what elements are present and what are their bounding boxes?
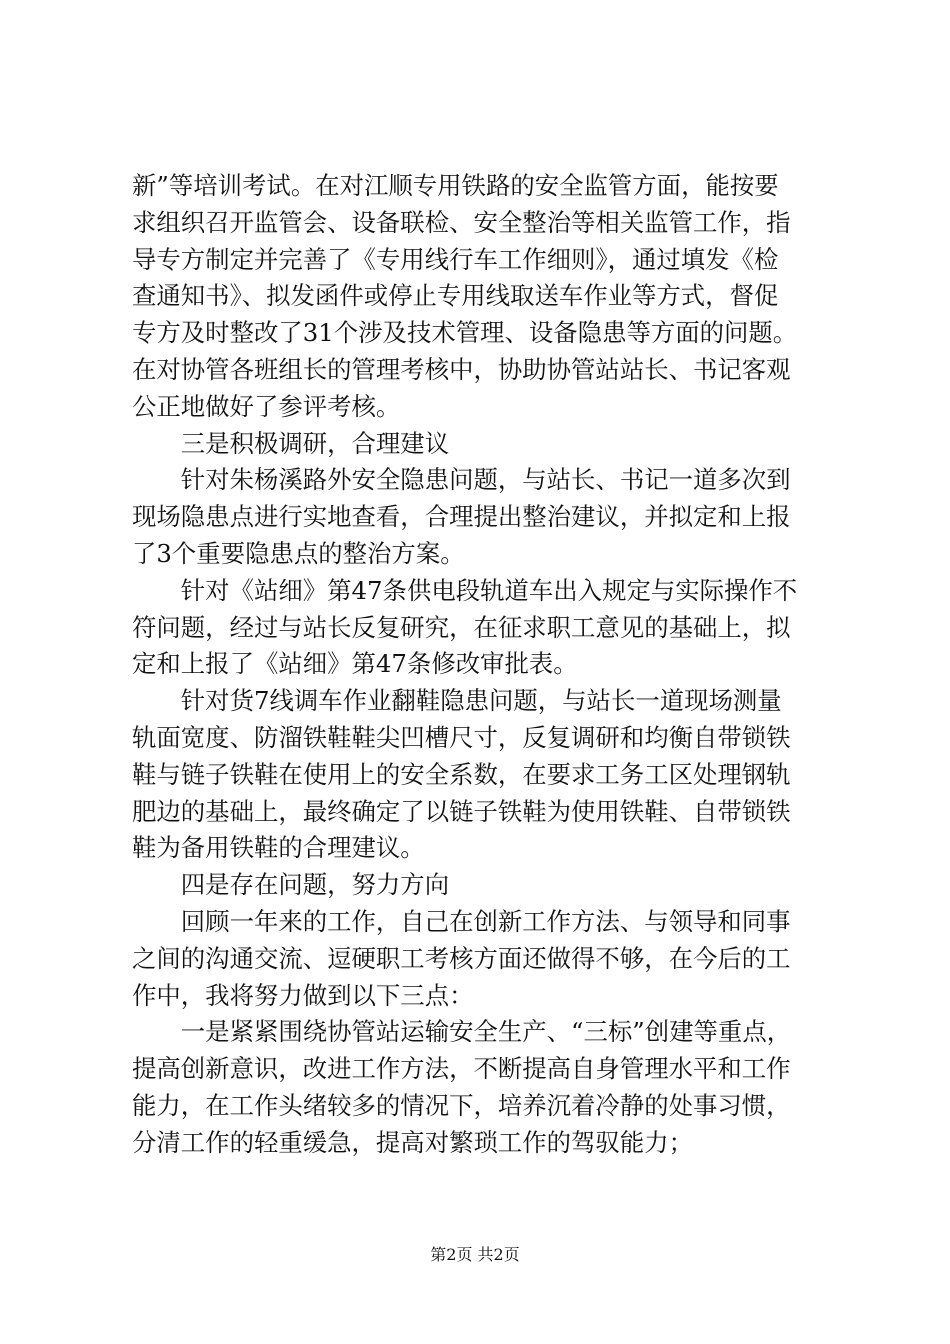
text-line: 分清工作的轻重缓急，提高对繁琐工作的驾驭能力； (132, 1127, 693, 1157)
text-line: 鞋与链子铁鞋在使用上的安全系数，在要求工务工区处理钢轨 (132, 759, 791, 789)
document-body (132, 168, 832, 1162)
text-line: 了3个重要隐患点的整治方案。 (132, 538, 465, 568)
text-line: 针对朱杨溪路外安全隐患问题，与站长、书记一道多次到 (132, 465, 791, 495)
text-line: 回顾一年来的工作，自己在创新工作方法、与领导和同事 (132, 906, 791, 936)
text-line: 提高创新意识，改进工作方法，不断提高自身管理水平和工作 (132, 1054, 791, 1084)
text-line: 针对《站细》第47条供电段轨道车出入规定与实际操作不 (132, 575, 798, 605)
page-number-footer: 第2页 共2页 (430, 1245, 520, 1264)
text-line: 符问题，经过与站长反复研究，在征求职工意见的基础上，拟 (132, 612, 791, 642)
text-line: 公正地做好了参评考核。 (132, 391, 401, 421)
text-line: 查通知书》、拟发函件或停止专用线取送车作业等方式，督促 (132, 281, 779, 311)
text-line: 能力，在工作头绪较多的情况下，培养沉着冷静的处事习惯， (132, 1090, 791, 1120)
text-line: 鞋为备用铁鞋的合理建议。 (132, 833, 425, 863)
text-line: 针对货7线调车作业翻鞋隐患问题，与站长一道现场测量 (132, 686, 782, 716)
text-line: 现场隐患点进行实地查看，合理提出整治建议，并拟定和上报 (132, 502, 791, 532)
text-line: 求组织召开监管会、设备联检、安全整治等相关监管工作，指 (132, 207, 791, 237)
text-line: 肥边的基础上，最终确定了以链子铁鞋为使用铁鞋、自带锁铁 (132, 796, 791, 826)
text-line: 在对协管各班组长的管理考核中，协助协管站站长、书记客观 (132, 354, 791, 384)
text-line: 作中，我将努力做到以下三点： (132, 980, 474, 1010)
text-line: 专方及时整改了31个涉及技术管理、设备隐患等方面的问题。 (132, 318, 798, 348)
text-line: 新”等培训考试。在对江顺专用铁路的安全监管方面，能按要 (132, 171, 779, 200)
section-heading: 三是积极调研，合理建议 (132, 428, 450, 458)
text-line: 之间的沟通交流、逗硬职工考核方面还做得不够，在今后的工 (132, 943, 791, 973)
text-line: 一是紧紧围绕协管站运输安全生产、“三标”创建等重点， (132, 1017, 792, 1047)
text-line: 导专方制定并完善了《专用线行车工作细则》，通过填发《检 (132, 244, 779, 274)
section-heading: 四是存在问题，努力方向 (132, 870, 450, 900)
text-line: 定和上报了《站细》第47条修改审批表。 (132, 649, 578, 679)
text-line: 轨面宽度、防溜铁鞋鞋尖凹槽尺寸，反复调研和均衡自带锁铁 (132, 722, 791, 752)
